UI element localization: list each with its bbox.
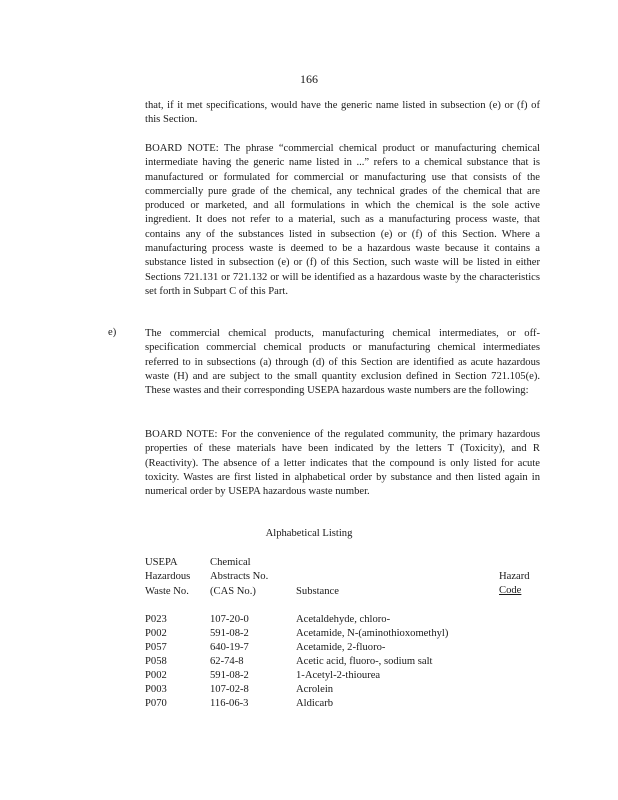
waste-no-cell: P057 <box>145 642 167 653</box>
cas-no-cell: 107-20-0 <box>210 614 249 625</box>
waste-no-cell: P002 <box>145 670 167 681</box>
header-cas-no: Chemical Abstracts No. (CAS No.) <box>210 557 269 597</box>
header-substance: Substance <box>296 586 339 597</box>
table-row <box>0 669 618 683</box>
listing-title: Alphabetical Listing <box>265 528 353 539</box>
board-note-1: BOARD NOTE: The phrase “commercial chemical product or manufacturing chemical intermediate having the generic name listed in ...” refers to a chemical substance that is manufactured or formulated for commercial or manufacturing use that consists of the commercially pure grade of the chemical, any technical grades of the chemical that are produced or marketed, and all formulations in which the chemical is the sole active ingredient. It does not refer to a material, such as a manufacturing process waste, that contains any of the substances listed in subsection (e) or (f) of this Section. Where a manufacturing process waste is deemed to be a hazardous waste because it contains a substance listed in subsection (e) or (f) of this Section, such waste will be listed in either Sections 721.131 or 721.132 or will be identified as a hazardous waste by the characteristics set forth in Subpart C of this Part. <box>145 143 540 297</box>
cas-no-cell: 62-74-8 <box>210 656 244 667</box>
table-row <box>0 655 618 669</box>
waste-no-cell: P058 <box>145 656 167 667</box>
item-e-label: e) <box>108 327 117 338</box>
substance-cell: Acetaldehyde, chloro- <box>296 614 391 625</box>
board-note-2: BOARD NOTE: For the convenience of the regulated community, the primary hazardous properties of these materials have been indicated by the letters T (Toxicity), and R (Reactivity). The absence of a letter indicates that the compound is only listed for acute toxicity. Wastes are first listed in alphabetical order by substance and then listed again in numerical order by USEPA hazardous waste number. <box>145 429 540 498</box>
table-row <box>0 641 618 655</box>
cas-no-cell: 591-08-2 <box>210 628 249 639</box>
substance-cell: Acetic acid, fluoro-, sodium salt <box>296 656 433 667</box>
table-row <box>0 627 618 641</box>
cas-no-cell: 640-19-7 <box>210 642 249 653</box>
substance-cell: Aldicarb <box>296 698 334 709</box>
cas-no-cell: 107-02-8 <box>210 684 249 695</box>
substance-cell: Acetamide, 2-fluoro- <box>296 642 386 653</box>
table-row <box>0 613 618 627</box>
page-number: 166 <box>300 72 318 86</box>
waste-no-cell: P002 <box>145 628 167 639</box>
cas-no-cell: 116-06-3 <box>210 698 249 709</box>
cas-no-cell: 591-08-2 <box>210 670 249 681</box>
item-e-paragraph: The commercial chemical products, manufacturing chemical intermediates, or off-specification commercial chemical products or manufacturing chemical intermediates referred to in subsections (a) through (d) of this Section are identified as acute hazardous waste (H) and are subject to the small quantity exclusion defined in Section 721.105(e). These wastes and their corresponding USEPA hazardous waste numbers are the following: <box>145 328 540 397</box>
table-row <box>0 683 618 697</box>
waste-no-cell: P070 <box>145 698 167 709</box>
intro-paragraph: that, if it met specifications, would have the generic name listed in subsection (e) or (f) of this Section. <box>145 100 540 126</box>
waste-no-cell: P003 <box>145 684 167 695</box>
header-hazard-code: Hazard Code <box>499 571 530 597</box>
substance-cell: 1-Acetyl-2-thiourea <box>296 670 381 681</box>
substance-cell: Acetamide, N-(aminothioxomethyl) <box>296 628 449 639</box>
substance-cell: Acrolein <box>296 684 334 695</box>
waste-no-cell: P023 <box>145 614 167 625</box>
header-waste-no: USEPA Hazardous Waste No. <box>145 557 191 597</box>
table-row <box>0 697 618 711</box>
